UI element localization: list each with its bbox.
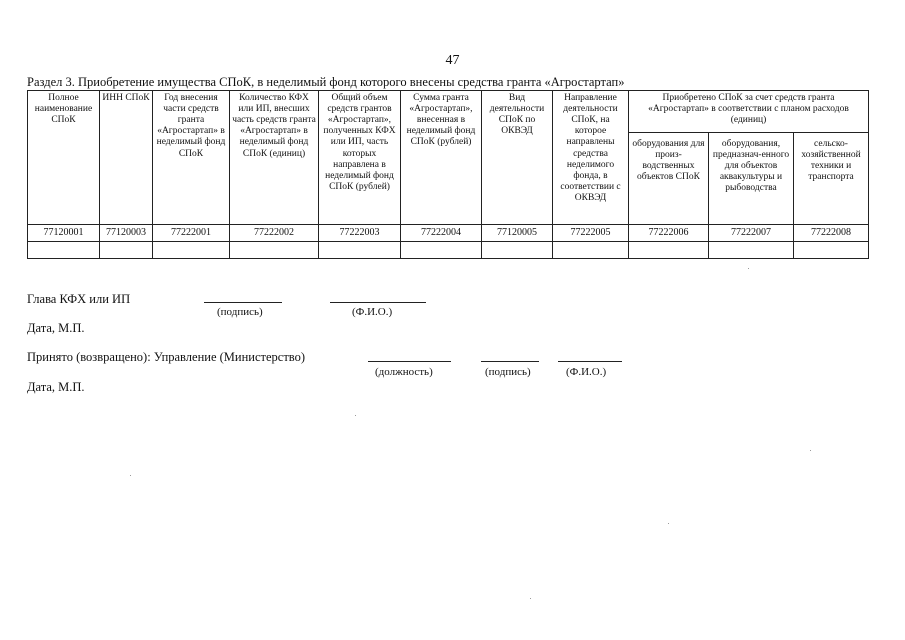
empty-cell[interactable] bbox=[709, 242, 794, 259]
position-line[interactable] bbox=[368, 361, 451, 362]
header-inn: ИНН СПоК bbox=[100, 91, 153, 225]
fio-line-2[interactable] bbox=[558, 361, 622, 362]
header-total-grants: Общий объем средств грантов «Агростартап», полученных КФХ или ИП, часть которых направлена в неделимый фонд СПоК (рублей) bbox=[319, 91, 401, 225]
header-farms-count: Количество КФХ или ИП, внесших часть средств гранта «Агростартап» в неделимый фонд СПоК (единиц) bbox=[230, 91, 319, 225]
scan-speck bbox=[810, 450, 811, 451]
fio-caption: (Ф.И.О.) bbox=[352, 306, 393, 318]
code-cell: 77120001 bbox=[28, 225, 100, 242]
fio-line[interactable] bbox=[330, 302, 426, 303]
code-cell: 77222006 bbox=[629, 225, 709, 242]
code-cell: 77222005 bbox=[553, 225, 629, 242]
empty-data-row bbox=[28, 242, 869, 259]
date-label: Дата, М.П. bbox=[27, 321, 85, 335]
header-grant-sum: Сумма гранта «Агростартап», внесенная в неделимый фонд СПоК (рублей) bbox=[401, 91, 482, 225]
empty-cell[interactable] bbox=[629, 242, 709, 259]
signature-line[interactable] bbox=[204, 302, 282, 303]
empty-cell[interactable] bbox=[230, 242, 319, 259]
subheader-agri-machinery: сельско-хозяйственной техники и транспорта bbox=[794, 133, 869, 225]
date-label-2: Дата, М.П. bbox=[27, 380, 85, 394]
code-cell: 77222008 bbox=[794, 225, 869, 242]
scan-speck bbox=[130, 475, 131, 476]
header-spok-name: Полное наименование СПоК bbox=[28, 91, 100, 225]
subheader-aquaculture-equipment: оборудования, предназнач-енного для объектов аквакультуры и рыбоводства bbox=[709, 133, 794, 225]
empty-cell[interactable] bbox=[482, 242, 553, 259]
scan-speck bbox=[530, 598, 531, 599]
empty-cell[interactable] bbox=[553, 242, 629, 259]
empty-cell[interactable] bbox=[153, 242, 230, 259]
code-cell: 77222003 bbox=[319, 225, 401, 242]
empty-cell[interactable] bbox=[794, 242, 869, 259]
scan-speck bbox=[668, 523, 669, 524]
signature-caption: (подпись) bbox=[217, 306, 263, 318]
empty-cell[interactable] bbox=[28, 242, 100, 259]
subheader-production-equipment: оборудования для произ-водственных объектов СПоК bbox=[629, 133, 709, 225]
signature-line-2[interactable] bbox=[481, 361, 539, 362]
header-activity-direction: Направление деятельности СПоК, на которое направлены средства неделимого фонда, в соответствии с ОКВЭД bbox=[553, 91, 629, 225]
scan-speck bbox=[355, 415, 356, 416]
head-label: Глава КФХ или ИП bbox=[27, 292, 131, 306]
code-cell: 77222002 bbox=[230, 225, 319, 242]
code-cell: 77222007 bbox=[709, 225, 794, 242]
empty-cell[interactable] bbox=[319, 242, 401, 259]
empty-cell[interactable] bbox=[100, 242, 153, 259]
acquisition-table bbox=[27, 90, 869, 259]
position-caption: (должность) bbox=[375, 366, 433, 378]
code-cell: 77222004 bbox=[401, 225, 482, 242]
signature-caption-2: (подпись) bbox=[485, 366, 531, 378]
code-cell: 77222001 bbox=[153, 225, 230, 242]
accepted-label: Принято (возвращено): Управление (Министерство) bbox=[27, 350, 306, 364]
fio-caption-2: (Ф.И.О.) bbox=[566, 366, 607, 378]
code-row bbox=[28, 225, 869, 242]
section-title: Раздел 3. Приобретение имущества СПоК, в неделимый фонд которого внесены средства гранта «Агростартап» bbox=[27, 75, 625, 89]
header-grant-year: Год внесения части средств гранта «Агростартап» в неделимый фонд СПоК bbox=[153, 91, 230, 225]
code-cell: 77120003 bbox=[100, 225, 153, 242]
page-number: 47 bbox=[445, 53, 460, 68]
empty-cell[interactable] bbox=[401, 242, 482, 259]
scan-speck bbox=[748, 268, 749, 269]
code-cell: 77120005 bbox=[482, 225, 553, 242]
header-acquired-group: Приобретено СПоК за счет средств гранта «Агростартап» в соответствии с планом расходов (единиц) bbox=[629, 91, 869, 133]
header-okved-activity: Вид деятельности СПоК по ОКВЭД bbox=[482, 91, 553, 225]
